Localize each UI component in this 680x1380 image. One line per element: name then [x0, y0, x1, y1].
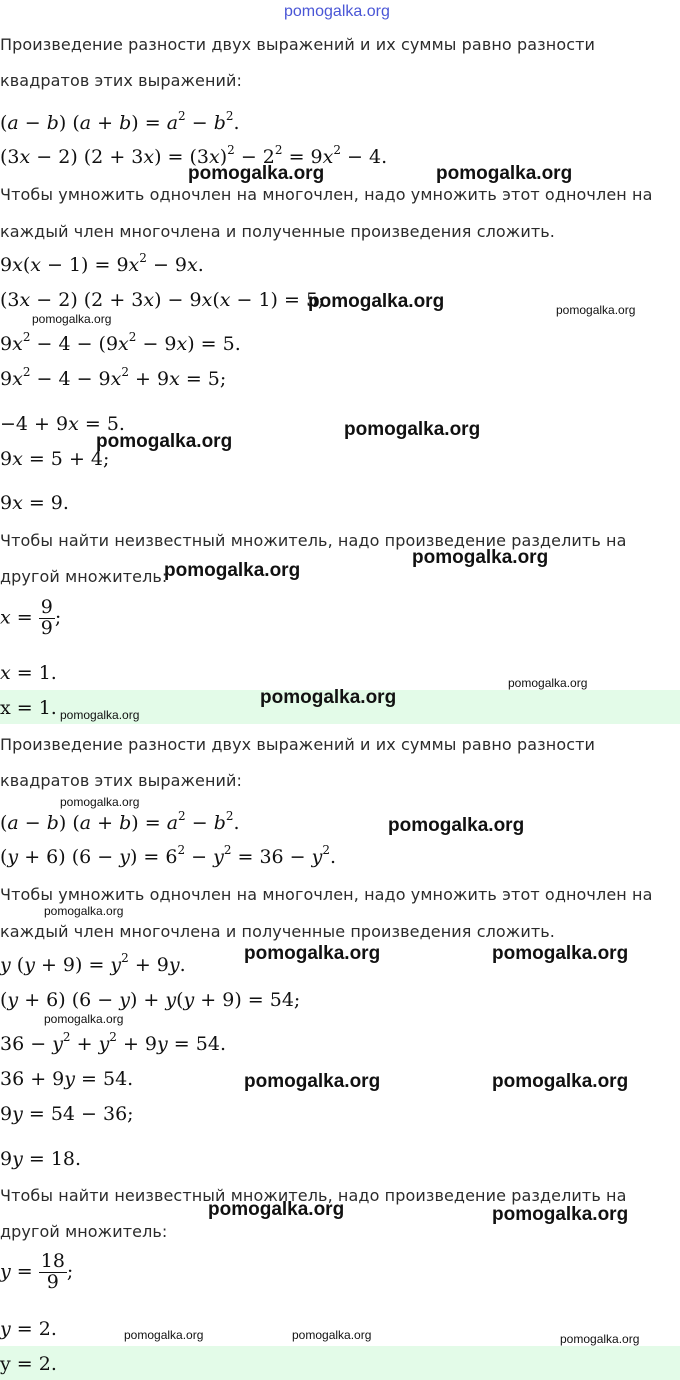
- watermark: pomogalka.org: [344, 419, 481, 440]
- watermark: pomogalka.org: [208, 1199, 345, 1220]
- watermark: pomogalka.org: [60, 795, 140, 809]
- formula-line: 9x = 5 + 4;: [0, 448, 110, 470]
- formula-line: $9x^2 - 4 - (9x^2 - 9x) = 5$.: [0, 329, 241, 355]
- formula-line: (y + 6) $(6 - y) = 6^2 - y^2 = 36 - y^2$.: [0, 842, 337, 868]
- formula-line: 9y = 18.: [0, 1148, 82, 1170]
- formula-line: $9x(x - 1) = 9x^2 - 9x$.: [0, 250, 204, 276]
- watermark: pomogalka.org: [124, 1328, 204, 1342]
- watermark: pomogalka.org: [44, 904, 124, 918]
- watermark: pomogalka.org: [164, 560, 301, 581]
- fraction-denominator: 9: [40, 616, 53, 639]
- watermark: pomogalka.org: [96, 431, 233, 452]
- watermark: pomogalka.org: [292, 1328, 372, 1342]
- watermark: pomogalka.org: [492, 943, 629, 964]
- rule-paragraph-line: Чтобы найти неизвестный множитель, надо произведение разделить на: [0, 531, 627, 550]
- rule-paragraph-line: Произведение разности двух выражений и их суммы равно разности: [0, 35, 596, 54]
- watermark: pomogalka.org: [60, 708, 140, 722]
- watermark: pomogalka.org: [244, 1071, 381, 1092]
- rule-paragraph-line: Произведение разности двух выражений и их суммы равно разности: [0, 735, 596, 754]
- formula-line: (a − b) $(a + b) = a^2 - b^2$.: [0, 808, 240, 834]
- rule-paragraph-line: каждый член многочлена и полученные произведения сложить.: [0, 222, 555, 241]
- rule-paragraph-line: квадратов этих выражений:: [0, 71, 243, 90]
- formula-line: y = 2.: [0, 1318, 57, 1340]
- rule-paragraph-line: каждый член многочлена и полученные произведения сложить.: [0, 922, 555, 941]
- final-answer: y = 2.: [0, 1353, 57, 1375]
- formula-line: 36 + 9y = 54.: [0, 1068, 134, 1090]
- watermark: pomogalka.org: [32, 312, 112, 326]
- formula-line: $9x^2 - 4 - 9x^2 + 9x = 5$;: [0, 364, 227, 390]
- watermark: pomogalka.org: [412, 547, 549, 568]
- fraction-formula: y = $\frac{18}{9}$ ;: [0, 1250, 74, 1293]
- fraction-numerator: 18: [40, 1250, 65, 1272]
- rule-paragraph-line: Чтобы умножить одночлен на многочлен, надо умножить этот одночлен на: [0, 885, 653, 904]
- rule-paragraph-line: другой множитель:: [0, 567, 168, 586]
- watermark: pomogalka.org: [492, 1204, 629, 1225]
- formula-line: y $(y + 9) = y^2 + 9y$.: [0, 950, 186, 976]
- watermark: pomogalka.org: [244, 943, 381, 964]
- rule-paragraph-line: Чтобы умножить одночлен на многочлен, надо умножить этот одночлен на: [0, 185, 653, 204]
- formula-line: 9y = 54 − 36;: [0, 1103, 134, 1125]
- formula-line: (3x − 2) $(2 + 3x) = (3x)^2 - 2^2 = 9x^2 - 4$.: [0, 142, 388, 168]
- formula-line: $36 - y^2 + y^2 + 9y = 54$.: [0, 1029, 226, 1055]
- rule-paragraph-line: Чтобы найти неизвестный множитель, надо произведение разделить на: [0, 1186, 627, 1205]
- answer-highlight: [0, 1346, 680, 1380]
- fraction-formula: x = $\frac{9}{9}$ ;: [0, 596, 62, 639]
- formula-line: (y + 6) (6 − y) + y(y + 9) = 54;: [0, 989, 301, 1011]
- header-watermark: pomogalka.org: [284, 3, 390, 20]
- formula-line: 9x = 9.: [0, 492, 69, 514]
- watermark: pomogalka.org: [388, 815, 525, 836]
- fraction-denominator: 9: [46, 1270, 59, 1293]
- final-answer: x = 1.: [0, 697, 57, 719]
- formula-line: (a − b) $(a + b) = a^2 - b^2$.: [0, 108, 240, 134]
- watermark: pomogalka.org: [560, 1332, 640, 1346]
- watermark: pomogalka.org: [492, 1071, 629, 1092]
- watermark: pomogalka.org: [436, 163, 573, 184]
- watermark: pomogalka.org: [260, 687, 397, 708]
- rule-paragraph-line: другой множитель:: [0, 1222, 168, 1241]
- watermark: pomogalka.org: [508, 676, 588, 690]
- fraction-numerator: 9: [40, 596, 53, 618]
- formula-line: (3x − 2) (2 + 3x) − 9x(x − 1) = 5;: [0, 289, 325, 311]
- formula-line: −4 + 9x = 5.: [0, 413, 125, 435]
- watermark: pomogalka.org: [308, 291, 445, 312]
- watermark: pomogalka.org: [556, 303, 636, 317]
- formula-line: x = 1.: [0, 662, 57, 684]
- watermark: pomogalka.org: [188, 163, 325, 184]
- rule-paragraph-line: квадратов этих выражений:: [0, 771, 243, 790]
- watermark: pomogalka.org: [44, 1012, 124, 1026]
